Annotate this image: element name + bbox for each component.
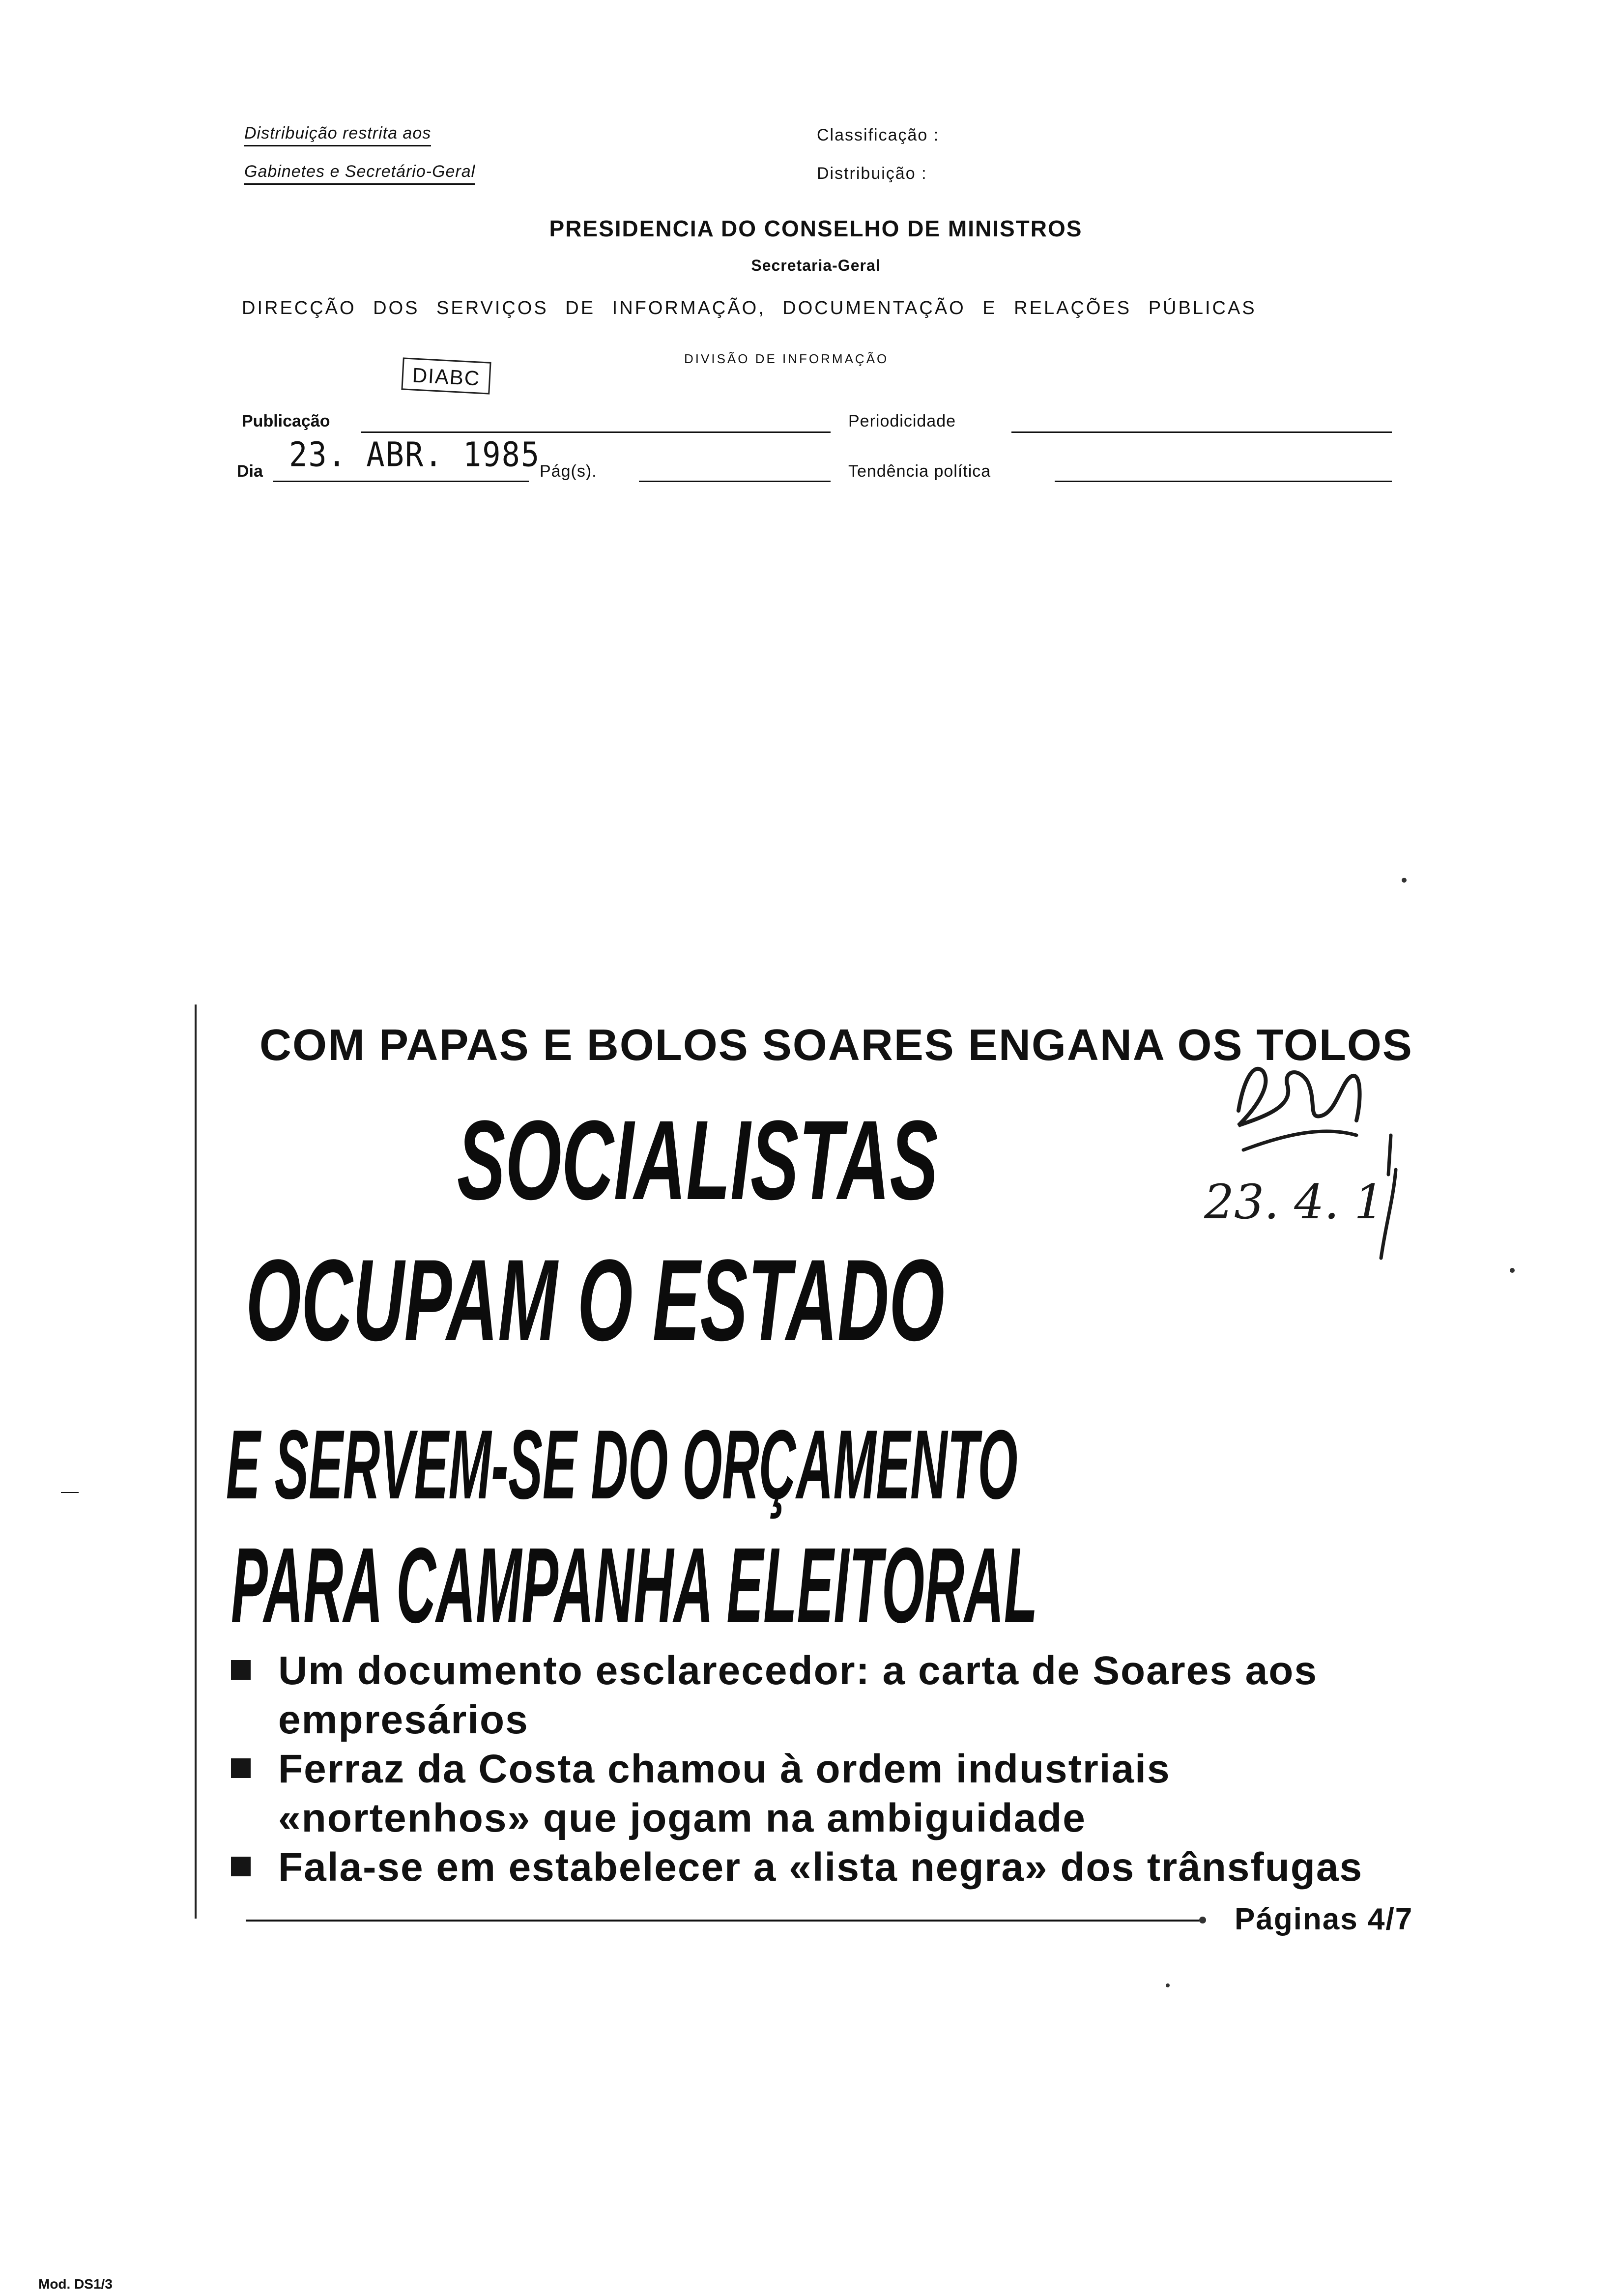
scan-speck bbox=[1510, 1268, 1515, 1273]
date-stamp-value: 23. ABR. 1985 bbox=[289, 434, 541, 474]
dia-label: Dia bbox=[237, 462, 263, 481]
headline-line-1: SOCIALISTAS bbox=[457, 1097, 938, 1223]
headline-line-3: E SERVEM-SE DO ORÇAMENTO bbox=[226, 1410, 1018, 1520]
dia-field-line bbox=[273, 481, 529, 482]
division-label: DIVISÃO DE INFORMAÇÃO bbox=[684, 351, 889, 366]
distribution-restriction-line-2: Gabinetes e Secretário-Geral bbox=[244, 162, 475, 185]
bullet-item-2: Ferraz da Costa chamou à ordem industriais «nortenhos» que jogam na ambiguidade bbox=[278, 1747, 1171, 1840]
headline-line-2: OCUPAM O ESTADO bbox=[246, 1235, 945, 1365]
pages-reference: Páginas 4/7 bbox=[1235, 1902, 1413, 1936]
pages-pointer-line bbox=[246, 1920, 1204, 1922]
scan-speck bbox=[1166, 1983, 1170, 1987]
bullet-icon bbox=[231, 1660, 251, 1680]
pags-field-line bbox=[639, 481, 831, 482]
directorate-line: DIRECÇÃO DOS SERVIÇOS DE INFORMAÇÃO, DOCUMENTAÇÃO E RELAÇÕES PÚBLICAS bbox=[242, 298, 1257, 318]
pages-pointer-dot bbox=[1199, 1917, 1206, 1923]
scan-mark bbox=[61, 1492, 79, 1493]
periodicidade-field-line bbox=[1011, 431, 1392, 433]
tendencia-field-line bbox=[1055, 481, 1392, 482]
department-stamp: DIABC bbox=[401, 357, 491, 394]
form-model-code: Mod. DS1/3 bbox=[38, 2276, 113, 2292]
tendencia-label: Tendência política bbox=[848, 462, 991, 481]
clipping-left-border bbox=[195, 1004, 197, 1919]
pags-label: Pág(s). bbox=[540, 462, 597, 481]
distribution-restriction-line-1: Distribuição restrita aos bbox=[244, 124, 431, 146]
publicacao-label: Publicação bbox=[242, 412, 330, 430]
bullet-item-3: Fala-se em estabelecer a «lista negra» dos trânsfugas bbox=[278, 1845, 1363, 1890]
scan-speck bbox=[1402, 878, 1407, 883]
distribuicao-label: Distribuição : bbox=[817, 164, 927, 183]
handwritten-signature bbox=[1224, 1052, 1430, 1268]
bullet-item-1: Um documento esclarecedor: a carta de Soares aos empresários bbox=[278, 1648, 1318, 1742]
organization-title: PRESIDENCIA DO CONSELHO DE MINISTROS bbox=[549, 216, 1083, 241]
organization-subtitle: Secretaria-Geral bbox=[751, 257, 881, 274]
classificacao-label: Classificação : bbox=[817, 126, 940, 144]
publicacao-field-line bbox=[361, 431, 831, 433]
bullet-icon bbox=[231, 1758, 251, 1778]
headline-line-4: PARA CAMPANHA ELEITORAL bbox=[231, 1526, 1038, 1645]
periodicidade-label: Periodicidade bbox=[848, 412, 956, 430]
handwritten-date: 23. 4. 1 bbox=[1204, 1175, 1384, 1230]
kicker-headline: COM PAPAS E BOLOS SOARES ENGANA OS TOLOS bbox=[259, 1021, 1413, 1070]
bullet-icon bbox=[231, 1857, 251, 1876]
